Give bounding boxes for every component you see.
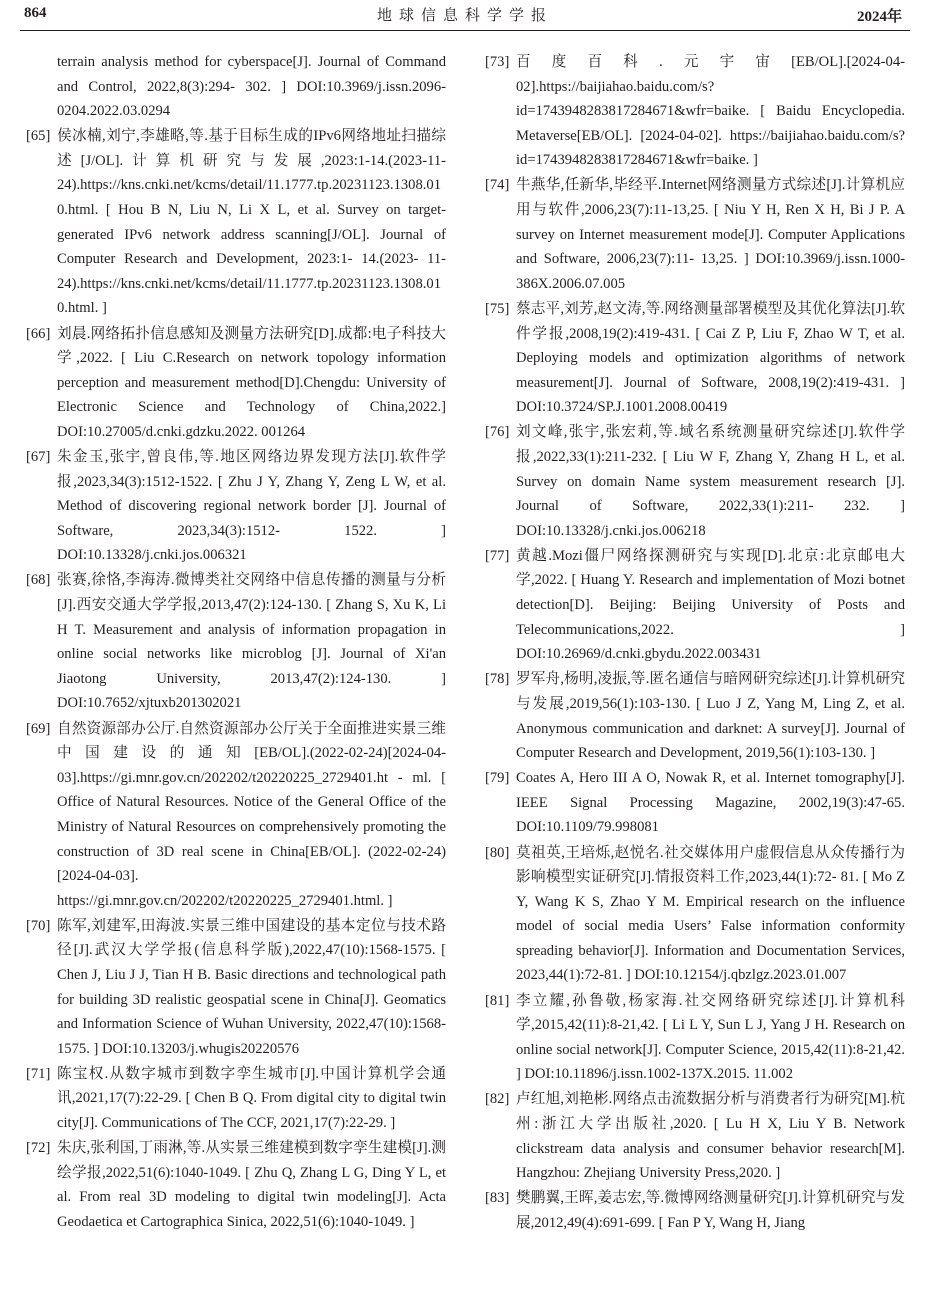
reference-number: [77] [485, 547, 510, 564]
reference-text: 李立耀,孙鲁敬,杨家海.社交网络研究综述[J].计算机科学,2015,42(11):8-21,42. [ Li L Y, Sun L J, Yang J H. Research on online social network[J]. Computer Science, 2015,42(11):8-21,42. ] DOI:10.11896/j.issn.1002-137X.2015. 11.002 [516, 992, 905, 1083]
reference-80 [485, 841, 905, 989]
reference-number: [74] [485, 177, 510, 194]
reference-number: [72] [26, 1140, 51, 1157]
reference-76 [485, 420, 905, 543]
reference-text: 刘晨.网络拓扑信息感知及测量方法研究[D].成都:电子科技大学,2022. [ Liu C.Research on network topology information perception and measurement method[D].Chengdu: University of Electronic Science and Technology of China,2022.] DOI:10.27005/d.cnki.gdzku.2022. 001264 [57, 325, 446, 440]
reference-68 [26, 568, 446, 716]
reference-text: 蔡志平,刘芳,赵文涛,等.网络测量部署模型及其优化算法[J].软件学报,2008,19(2):419-431. [ Cai Z P, Liu F, Zhao W T, et al. Deploying models and optimization algorithms of network measurement[J]. Journal of Software, 2008,19(2):419-431. ] DOI:10.3724/SP.J.1001.2008.00419 [516, 300, 905, 416]
reference-number: [83] [485, 1190, 510, 1207]
reference-77 [485, 544, 905, 667]
reference-69 [26, 717, 446, 914]
reference-number: [73] [485, 54, 510, 70]
running-header [0, 0, 930, 34]
reference-number: [69] [26, 720, 51, 737]
right-column [485, 50, 905, 1236]
reference-text: 陈宝权.从数字城市到数字孪生城市[J].中国计算机学会通讯,2021,17(7):22-29. [ Chen B Q. From digital city to digital twin city[J]. Communications of The CCF, 2021,17(7):22-29. ] [57, 1065, 446, 1132]
reference-number: [67] [26, 449, 51, 465]
reference-text: 莫祖英,王培烁,赵悦名.社交媒体用户虚假信息从众传播行为影响模型实证研究[J].情报资料工作,2023,44(1):72- 81. [ Mo Z Y, Wang K S, Zhao Y M. Empirical research on the influence model of social media Users’ False information conformity spreading behavior[J]. Information and Documentation Services, 2023,44(1):72-81. ] DOI:10.12154/j.qbzlgz.2023.01.007 [516, 844, 905, 984]
publication-year: 2024年 [856, 9, 902, 25]
reference-text: 樊鹏翼,王晖,姜志宏,等.微博网络测量研究[J].计算机研究与发展,2012,49(4):691-699. [ Fan P Y, Wang H, Jiang [516, 1190, 905, 1231]
reference-number: [65] [26, 128, 51, 145]
header-divider [20, 30, 910, 31]
reference-text: 侯冰楠,刘宁,李雄略,等.基于目标生成的IPv6网络地址扫描综述[J/OL].计算机研究与发展,2023:1-14.(2023-11- 24).https://kns.cnki.net/kcms/detail/11.1777.tp.20231123.1308.010.html. [ Hou B N, Liu N, Li X L, et al. Survey on target- generated IPv6 network address scanning[J/OL]. Journal of Computer Research and Development, 2023:1- 14.(2023- 11- 24).https://kns.cnki.net/kcms/detail/11.1777.tp.20231123.1308.010.html. ] [57, 128, 446, 317]
reference-number: [80] [485, 844, 510, 861]
reference-78 [485, 667, 905, 765]
reference-number: [75] [485, 300, 510, 317]
reference-number: [81] [485, 992, 510, 1009]
reference-number: [76] [485, 424, 510, 441]
reference-text: 牛燕华,任新华,毕经平.Internet网络测量方式综述[J].计算机应用与软件,2006,23(7):11-13,25. [ Niu Y H, Ren X H, Bi J P. A survey on Internet measurement mode[J]. Computer Applications and Software, 2006,23(7):11- 13,25. ] DOI:10.3969/j.issn.1000-386X.2006.07.005 [516, 177, 905, 292]
reference-continuation [26, 50, 446, 124]
reference-81 [485, 989, 905, 1087]
reference-text: 卢红旭,刘艳彬.网络点击流数据分析与消费者行为研究[M].杭州:浙江大学出版社,2020. [ Lu H X, Liu Y B. Network clickstream data analysis and consumer behavior research[M]. Hangzhou: Zhejiang University Press,2020. ] [516, 1091, 905, 1182]
reference-number: [66] [26, 325, 51, 342]
reference-text: Coates A, Hero III A O, Nowak R, et al. Internet tomography[J]. IEEE Signal Processing Magazine, 2002,19(3):47-65. DOI:10.1109/79.998081 [516, 770, 905, 836]
reference-number: [70] [26, 917, 51, 934]
reference-74 [485, 173, 905, 296]
page-number: 864 [24, 5, 47, 21]
reference-text: 刘文峰,张宇,张宏莉,等.域名系统测量研究综述[J].软件学报,2022,33(1):211-232. [ Liu W F, Zhang Y, Zhang H L, et al. Survey on domain Name system measurement research [J]. Journal of Software, 2022,33(1):211- 232. ] DOI:10.13328/j.cnki.jos.006218 [516, 424, 905, 539]
reference-text: 张赛,徐恪,李海涛.微博类社交网络中信息传播的测量与分析[J].西安交通大学学报,2013,47(2):124-130. [ Zhang S, Xu K, Li H T. Measurement and analysis of information propagation in online social networks like microblog [J]. Journal of Xi'an Jiaotong University, 2013,47(2):124-130. ] DOI:10.7652/xjtuxb201302021 [57, 572, 446, 712]
reference-75 [485, 297, 905, 420]
reference-66 [26, 322, 446, 445]
reference-text: 陈军,刘建军,田海波.实景三维中国建设的基本定位与技术路径[J].武汉大学学报(信息科学版),2022,47(10):1568-1575. [ Chen J, Liu J J, Tian H B. Basic directions and technological path for building 3D realistic geospatial scene in China[J]. Geomatics and Information Science of Wuhan University, 2022,47(10):1568- 1575. ] DOI:10.13203/j.whugis20220576 [57, 917, 446, 1057]
reference-number: [82] [485, 1091, 510, 1108]
reference-number: [79] [485, 770, 510, 787]
reference-72 [26, 1136, 446, 1234]
reference-text: terrain analysis method for cyberspace[J]. Journal of Command and Control, 2022,8(3):294- 302. ] DOI:10.3969/j.issn.2096-0204.2022.03.0294 [57, 54, 446, 120]
reference-82 [485, 1087, 905, 1185]
journal-title: 地球信息科学学报 [376, 6, 553, 24]
reference-text: 朱庆,张利国,丁雨淋,等.从实景三维建模到数字孪生建模[J].测绘学报,2022,51(6):1040-1049. [ Zhu Q, Zhang L G, Ding Y L, et al. From real 3D modeling to digital twin modeling[J]. Acta Geodaetica et Cartographica Sinica, 2022,51(6):1040-1049. ] [57, 1140, 446, 1230]
reference-83 [485, 1186, 905, 1235]
reference-73 [485, 50, 905, 173]
reference-71 [26, 1062, 446, 1136]
reference-number: [78] [485, 671, 510, 688]
reference-79 [485, 766, 905, 840]
reference-number: [68] [26, 572, 51, 589]
reference-number: [71] [26, 1065, 51, 1082]
reference-67 [26, 445, 446, 568]
reference-text: 黄越.Mozi僵尸网络探测研究与实现[D].北京:北京邮电大学,2022. [ Huang Y. Research and implementation of Mozi botnet detection[D]. Beijing: Beijing University of Posts and Telecommunications,2022. ] DOI:10.26969/d.cnki.gbydu.2022.003431 [516, 547, 905, 663]
reference-text: 罗军舟,杨明,凌振,等.匿名通信与暗网研究综述[J].计算机研究与发展,2019,56(1):103-130. [ Luo J Z, Yang M, Ling Z, et al. Anonymous communication and darknet: A survey[J]. Journal of Computer Research and Development, 2019,56(1):103-130. ] [516, 671, 905, 762]
reference-text: 百度百科.元宇宙[EB/OL].[2024-04-02].https://baijiahao.baidu.com/s?id=1743948283817284671&wfr=baike. [ Baidu Encyclopedia. Metaverse[EB/OL]. [2024-04-02]. https://baijiahao.baidu.com/s?id=1743948283817284671&wfr=baike. ] [516, 54, 905, 169]
reference-65 [26, 124, 446, 321]
left-column [26, 50, 446, 1235]
reference-text: 自然资源部办公厅.自然资源部办公厅关于全面推进实景三维中国建设的通知[EB/OL].(2022-02-24)[2024-04-03].https://gi.mnr.gov.cn/202202/t20220225_2729401.ht - ml. [ Office of Natural Resources. Notice of the General Office of the Ministry of Natural Resources on comprehensively promoting the construction of 3D real scene in China[EB/OL]. (2022-02-24)[2024-04-03]. https://gi.mnr.gov.cn/202202/t20220225_2729401.html. ] [57, 720, 446, 909]
reference-text: 朱金玉,张宇,曾良伟,等.地区网络边界发现方法[J].软件学报,2023,34(3):1512-1522. [ Zhu J Y, Zhang Y, Zeng L W, et al. Method of discovering regional network border [J]. Journal of Software, 2023,34(3):1512- 1522. ] DOI:10.13328/j.cnki.jos.006321 [57, 449, 446, 564]
reference-70 [26, 914, 446, 1062]
